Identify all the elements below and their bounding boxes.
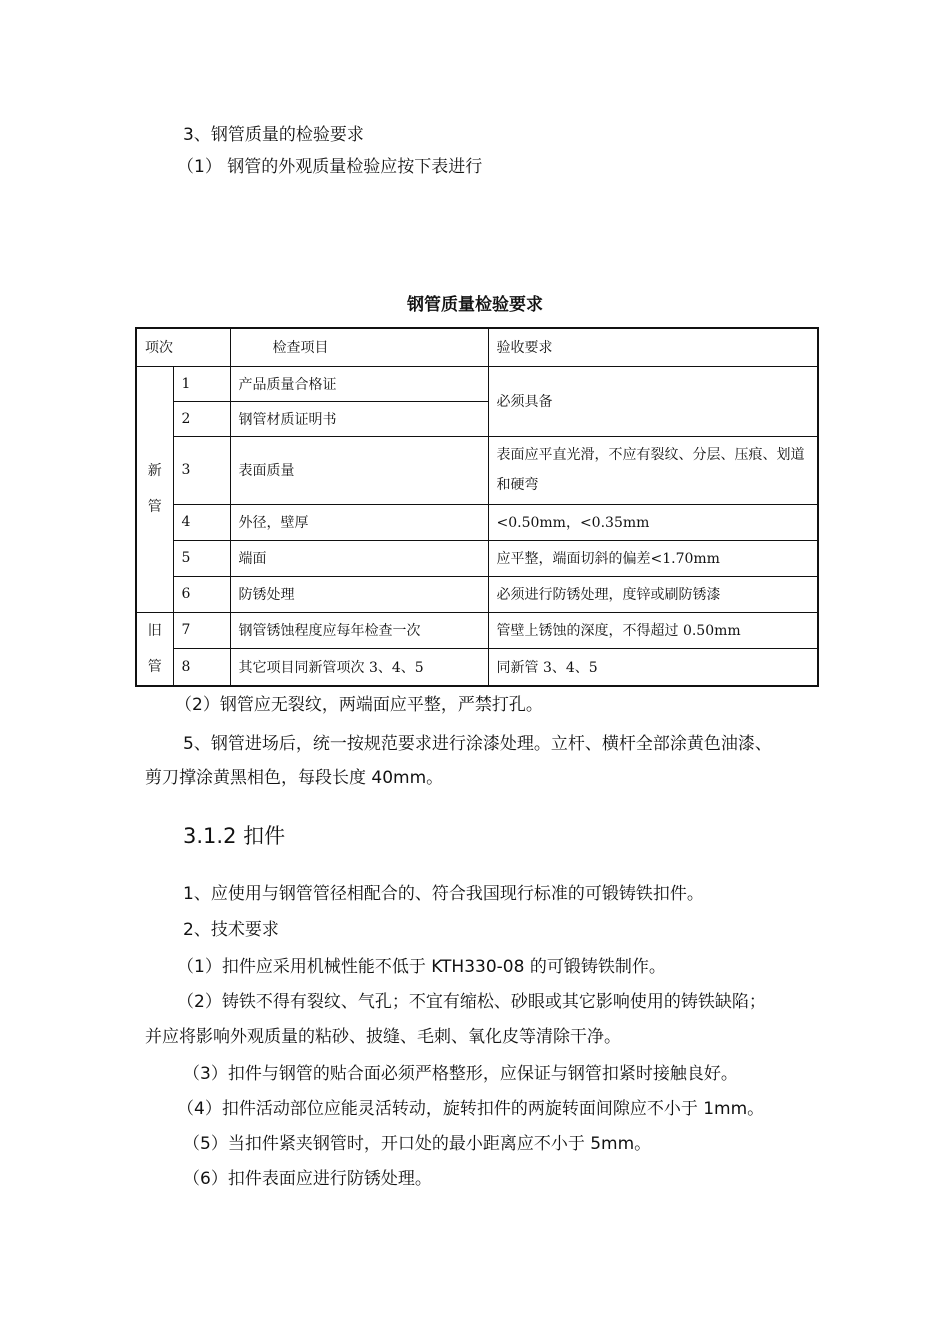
group-label: 新 (147, 463, 162, 479)
list-item: （4）扣件活动部位应能灵活转动，旋转扣件的两旋转面间隙应不小于 1mm。 (177, 1099, 765, 1119)
table-row (136, 366, 818, 401)
row-item: 产品质量合格证 (230, 366, 488, 401)
list-item: 并应将影响外观质量的粘砂、披缝、毛刺、氧化皮等清除干净。 (145, 1027, 621, 1047)
list-item: （3）扣件与钢管的贴合面必须严格整形，应保证与钢管扣紧时接触良好。 (183, 1064, 738, 1084)
row-number: 1 (173, 366, 230, 401)
row-number: 2 (173, 401, 230, 436)
row-item: 端面 (230, 540, 488, 576)
header-cell: 验收要求 (488, 328, 818, 366)
row-item: 外径，壁厚 (230, 504, 488, 540)
row-requirement: 同新管 3、4、5 (488, 649, 818, 686)
paragraph: 2、技术要求 (183, 920, 279, 940)
group-cell-old (136, 612, 173, 686)
table-row (136, 540, 818, 576)
paragraph: （2）钢管应无裂纹，两端面应平整，严禁打孔。 (175, 695, 543, 715)
paragraph: 1、应使用与钢管管径相配合的、符合我国现行标准的可锻铸铁扣件。 (183, 884, 704, 904)
paragraph: 5、钢管进场后，统一按规范要求进行涂漆处理。立杆、横杆全部涂黄色油漆、 (183, 734, 772, 754)
table-row (136, 504, 818, 540)
header-cell: 项次 (136, 328, 230, 366)
group-cell-new (136, 366, 173, 612)
row-number: 3 (173, 436, 230, 504)
group-label: 管 (147, 499, 162, 515)
row-item: 表面质量 (230, 436, 488, 504)
row-item: 钢管锈蚀程度应每年检查一次 (230, 612, 488, 649)
list-item: （1）扣件应采用机械性能不低于 KTH330-08 的可锻铸铁制作。 (177, 957, 666, 977)
row-requirement: 必须进行防锈处理，度锌或刷防锈漆 (488, 576, 818, 612)
list-item: （2）铸铁不得有裂纹、气孔；不宜有缩松、砂眼或其它影响使用的铸铁缺陷； (177, 992, 766, 1012)
table-row (136, 436, 818, 504)
header-cell: 检查项目 (230, 328, 488, 366)
row-number: 4 (173, 504, 230, 540)
list-item: （6）扣件表面应进行防锈处理。 (183, 1169, 432, 1189)
table-header-row (136, 328, 818, 366)
group-label: 管 (147, 658, 162, 675)
paragraph: 剪刀撑涂黄黑相色，每段长度 40mm。 (145, 768, 444, 788)
row-requirement: 管壁上锈蚀的深度，不得超过 0.50mm (488, 612, 818, 649)
row-number: 7 (173, 612, 230, 649)
section-heading: 3.1.2 扣件 (183, 824, 286, 848)
table-title: 钢管质量检验要求 (407, 295, 543, 315)
row-number: 8 (173, 649, 230, 686)
row-requirement: <0.50mm，<0.35mm (488, 504, 818, 540)
row-requirement: 应平整，端面切斜的偏差<1.70mm (488, 540, 818, 576)
group-label: 旧 (147, 622, 162, 639)
row-item: 其它项目同新管项次 3、4、5 (230, 649, 488, 686)
row-item: 钢管材质证明书 (230, 401, 488, 436)
table-row (136, 576, 818, 612)
intro-paragraph: （1） 钢管的外观质量检验应按下表进行 (177, 157, 483, 177)
inspection-table (135, 327, 819, 687)
row-number: 5 (173, 540, 230, 576)
table-row (136, 649, 818, 686)
row-number: 6 (173, 576, 230, 612)
row-requirement: 必须具备 (488, 366, 818, 436)
row-item: 防锈处理 (230, 576, 488, 612)
table-row (136, 612, 818, 649)
list-item: （5）当扣件紧夹钢管时，开口处的最小距离应不小于 5mm。 (183, 1134, 652, 1154)
section-heading: 3、钢管质量的检验要求 (183, 125, 364, 145)
row-requirement: 表面应平直光滑，不应有裂纹、分层、压痕、划道和硬弯 (488, 436, 818, 504)
